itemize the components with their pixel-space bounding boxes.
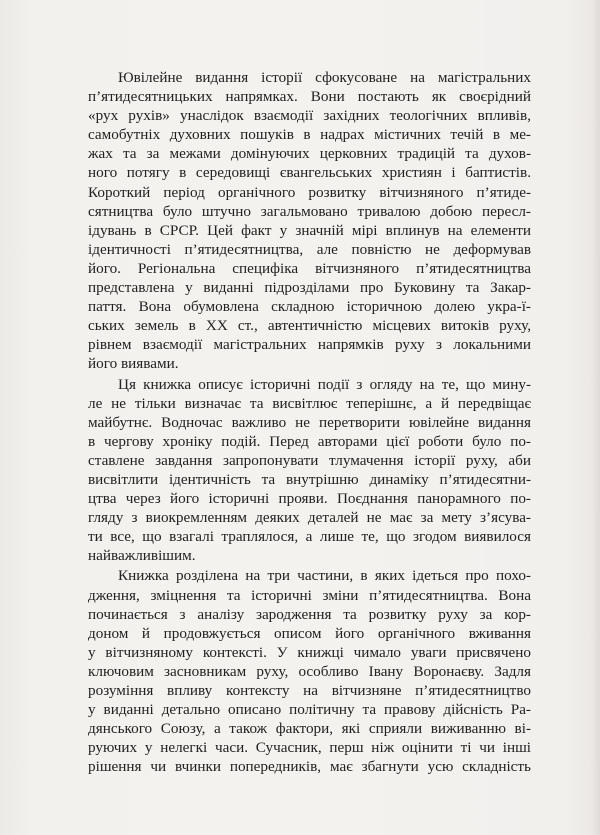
- text-line: ного потягу в середовищі євангельських християн і баптистів.: [88, 164, 531, 182]
- text-line: руючих у нелегкі часи. Сучасник, перш ніж оцінити ті чи інші: [88, 739, 531, 757]
- text-line: майбутнє. Водночас важливо не перетворити ювілейне видання: [88, 413, 531, 431]
- text-line: в чергову хроніку подій. Перед авторами цієї роботи було по-: [88, 432, 531, 450]
- text-line: висвітлити ідентичність та внутрішню динаміку п’ятидесятни-: [88, 470, 531, 488]
- text-line: Книжка розділена на три частини, в яких ідеться про похо-: [118, 567, 531, 585]
- page-edge-shadow: [592, 0, 600, 835]
- text-line: цтва через його історичні прояви. Поєднання панорамного по-: [88, 490, 531, 508]
- text-line: ти все, що взагалі траплялося, а лише те, що згодом виявилося: [88, 528, 531, 546]
- body-text: [88, 68, 531, 776]
- text-line: Ювілейне видання історії сфокусоване на магістральних: [118, 69, 531, 86]
- text-line: рівнем взаємодії магістральних напрямків руху з локальними: [88, 336, 531, 354]
- text-line: його. Регіональна специфіка вітчизняного п’ятидесятництва: [88, 259, 531, 277]
- text-line: у виданні детально описано політичну та правову дійсність Ра-: [88, 701, 531, 719]
- text-line: ських земель в XX ст., автентичністю місцевих витоків руху,: [88, 317, 531, 335]
- text-line: починається з аналізу зародження та розвитку руху за кор-: [88, 605, 531, 623]
- text-line: у вітчизняному контексті. У книжці чимало уваги присвячено: [88, 643, 531, 661]
- text-line: дянського Союзу, а також фактори, які сприяли виживанню ві-: [88, 720, 531, 738]
- text-line: «рух рухів» унаслідок взаємодії західних теологічних впливів,: [88, 107, 531, 125]
- paragraph-2: [88, 375, 531, 566]
- text-line: рішення чи вчинки попередників, має збагнути усю складність: [88, 758, 531, 776]
- text-line: ідентичності п’ятидесятництва, але повністю не деформував: [88, 240, 531, 258]
- text-line: дження, зміцнення та історичні зміни п’ятидесятництва. Вона: [88, 586, 531, 604]
- text-line: паття. Вона обумовлена складною історичною долею укра-ї-: [88, 298, 531, 316]
- text-line: ключовим засновникам руху, особливо Івану Воронаєву. Задля: [88, 662, 531, 680]
- text-line: його виявами.: [88, 355, 179, 373]
- text-line: представлена у виданні підрозділами про Буковину та Закар-: [88, 279, 531, 297]
- text-line: самобутніх духовних пошуків в надрах містичних течій в ме-: [88, 126, 531, 144]
- text-line: доном й продовжується описом його органічного вживання: [88, 624, 531, 642]
- text-line: Ця книжка описує історичні події з огляду на те, що мину-: [118, 375, 531, 393]
- text-line: ідувань в СРСР. Цей факт у значній мірі вплинув на елементи: [88, 221, 531, 239]
- text-line: ставлене завдання запропонувати тлумачення історії руху, аби: [88, 451, 531, 469]
- text-line: гляду з виокремленням деяких деталей не має за мету з’ясува-: [88, 509, 531, 527]
- text-line: ле не тільки визначає та висвітлює теперішнє, а й передвіщає: [88, 394, 531, 412]
- text-line: розуміння впливу контексту на вітчизняне п’ятидесятництво: [88, 682, 531, 699]
- text-line: Короткий період органічного розвитку вітчизняного п’ятиде-: [88, 183, 531, 201]
- text-line: найважливішим.: [88, 547, 196, 565]
- text-line: жах та за межами домінуючих церковних традицій та духов-: [88, 145, 531, 163]
- paragraph-1: [88, 68, 531, 374]
- text-line: п’ятидесятницьких напрямках. Вони постають як своєрідний: [88, 88, 531, 106]
- paragraph-3: [88, 566, 531, 776]
- text-line: сятництва було штучно загальмовано тривалою добою пересл-: [88, 202, 531, 220]
